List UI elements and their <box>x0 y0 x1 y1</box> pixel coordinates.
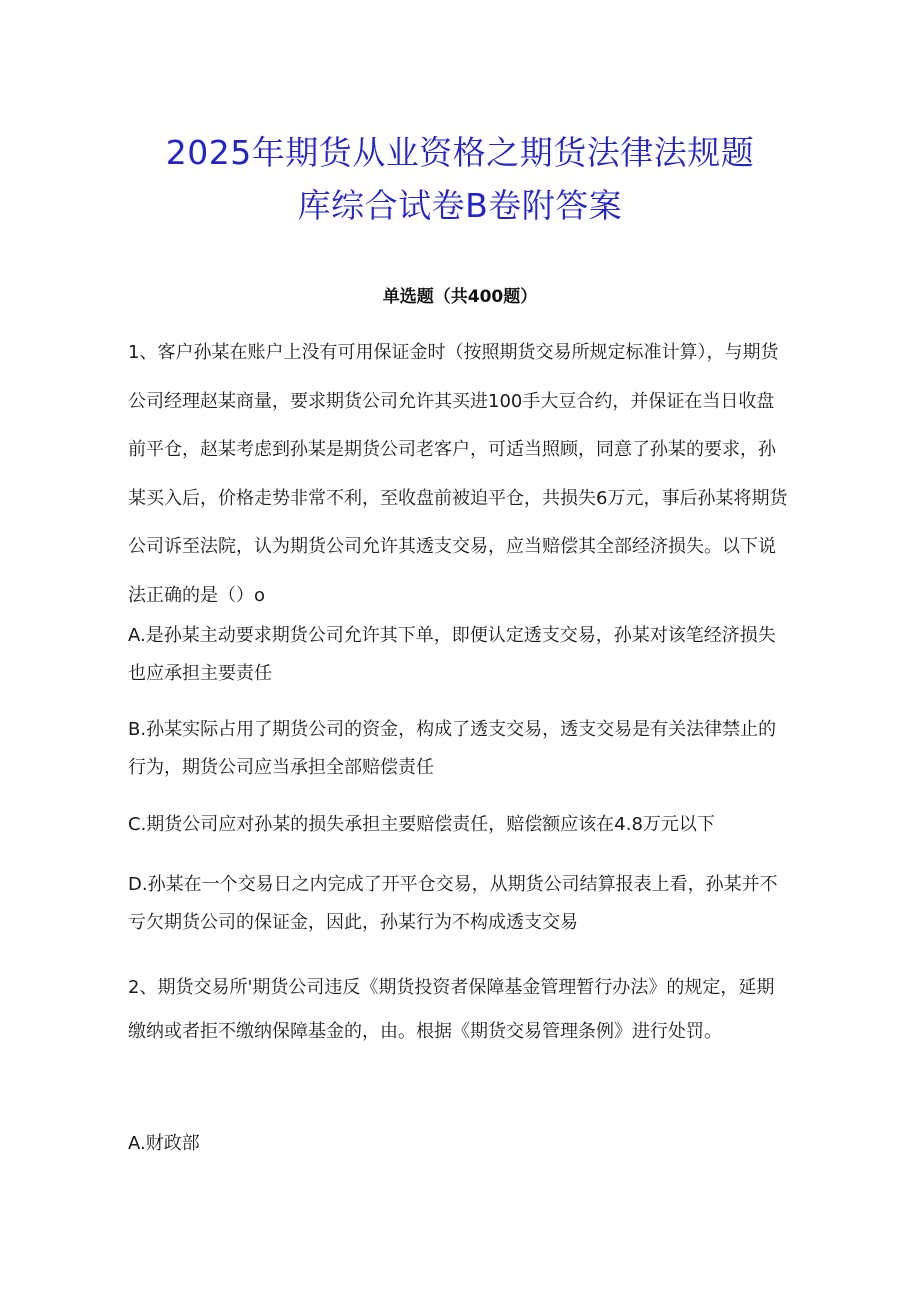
question-1-option-c: C.期货公司应对孙某的损失承担主要赔偿责任，赔偿额应该在4.8万元以下 <box>128 814 715 835</box>
document-title-line-2: 库综合试卷B卷附答案 <box>297 186 623 225</box>
document-title <box>110 126 810 232</box>
document-title-line-1: 2025年期货从业资格之期货法律法规题 <box>165 133 755 172</box>
question-1-option-d: D.孙某在一个交易日之内完成了开平仓交易，从期货公司结算报表上看，孙某并不亏欠期货公司的保证金，因此，孙某行为不构成透支交易 <box>128 874 778 933</box>
question-1-option-b: B.孙某实际占用了期货公司的资金，构成了透支交易，透支交易是有关法律禁止的行为，期货公司应当承担全部赔偿责任 <box>128 719 777 778</box>
question-2-text: 2、期货交易所'期货公司违反《期货投资者保障基金管理暂行办法》的规定，延期缴纳或者拒不缴纳保障基金的，由。根据《期货交易管理条例》进行处罚。 <box>128 977 775 1042</box>
question-1-option-a: A.是孙某主动要求期货公司允许其下单，即便认定透支交易，孙某对该笔经济损失也应承担主要责任 <box>128 625 776 684</box>
question-2-option-a: A.财政部 <box>128 1133 200 1154</box>
question-1-text: 1、客户孙某在账户上没有可用保证金时（按照期货交易所规定标准计算），与期货公司经理赵某商量，要求期货公司允许其买进100手大豆合约，并保证在当日收盘前平仓，赵某考虑到孙某是期货公司老客户，可适当照顾，同意了孙某的要求，孙某买入后，价格走势非常不利，至收盘前被迫平仓，共损失6万元，事后孙某将期货公司诉至法院，认为期货公司允许其透支交易，应当赔偿其全部经济损失。以下说法正确的是（）o <box>128 342 788 606</box>
section-heading: 单选题（共400题） <box>382 287 538 307</box>
